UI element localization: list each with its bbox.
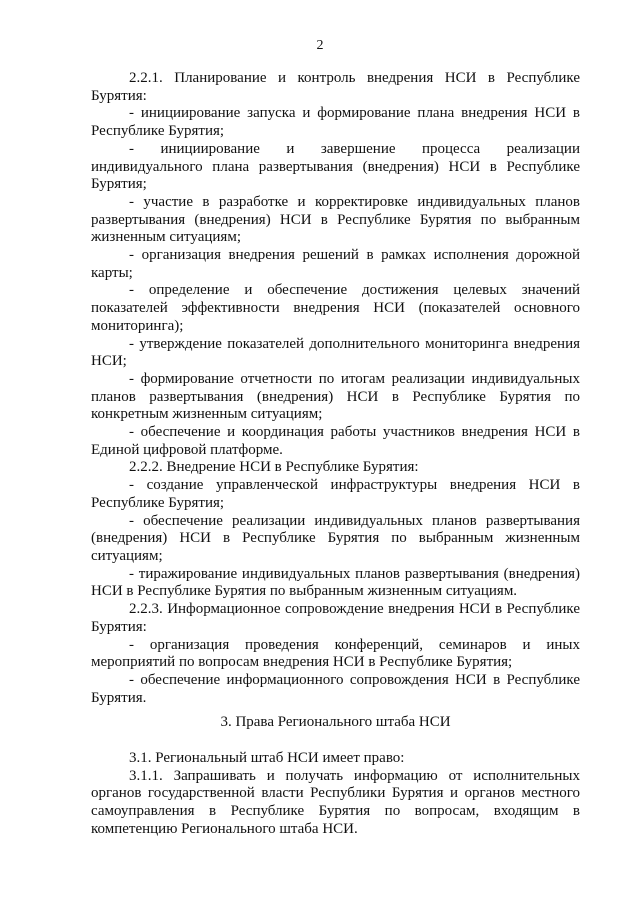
list-item: - организация проведения конференций, семинаров и иных мероприятий по вопросам внедрения НСИ в Республике Бурятия; (91, 636, 580, 671)
list-item: - обеспечение реализации индивидуальных планов развертывания (внедрения) НСИ в Республике Бурятия по выбранным жизненным ситуациям; (91, 512, 580, 564)
list-item: - тиражирование индивидуальных планов развертывания (внедрения) НСИ в Республике Бурятия по выбранным жизненным ситуациям. (91, 565, 580, 600)
section-3-heading: 3. Права Регионального штаба НСИ (220, 714, 451, 730)
section-2-content (91, 70, 580, 707)
list-item: - участие в разработке и корректировке индивидуальных планов развертывания (внедрения) НСИ в Республике Бурятия по выбранным жизненным ситуациям; (91, 193, 580, 246)
list-item: - создание управленческой инфраструктуры внедрения НСИ в Республике Бурятия; (91, 477, 580, 511)
paragraph: 3.1. Региональный штаб НСИ имеет право: (129, 750, 405, 766)
paragraph: 3.1.1. Запрашивать и получать информацию от исполнительных органов государственной власти Республики Бурятия и органов местного самоуправления в Республике Бурятия по вопросам, входящим в компетенцию Регионального штаба НСИ. (91, 767, 580, 837)
list-item: - формирование отчетности по итогам реализации индивидуальных планов развертывания (внедрения) НСИ в Республике Бурятия по конкретным жизненным ситуациям; (91, 370, 580, 423)
list-item: - инициирование запуска и формирование плана внедрения НСИ в Республике Бурятия; (91, 105, 580, 140)
paragraph: 2.2.3. Информационное сопровождение внедрения НСИ в Республике Бурятия: (91, 601, 580, 635)
list-item: - определение и обеспечение достижения целевых значений показателей эффективности внедрения НСИ (показателей основного мониторинга); (91, 282, 580, 334)
paragraph: 2.2.1. Планирование и контроль внедрения НСИ в Республике Бурятия: (91, 70, 580, 104)
list-item: - инициирование и завершение процесса реализации индивидуального плана развертывания (внедрения) НСИ в Республике Бурятия; (91, 140, 580, 193)
list-item: - утверждение показателей дополнительного мониторинга внедрения НСИ; (91, 335, 580, 370)
paragraph: 2.2.2. Внедрение НСИ в Республике Бурятия: (129, 459, 419, 476)
list-item: - обеспечение информационного сопровождения НСИ в Республике Бурятия. (91, 671, 580, 706)
section-3-content (91, 750, 580, 839)
list-item: - организация внедрения решений в рамках исполнения дорожной карты; (91, 247, 580, 281)
list-item: - обеспечение и координация работы участников внедрения НСИ в Единой цифровой платформе. (91, 424, 580, 458)
page-number: 2 (316, 38, 324, 53)
document-body (91, 70, 580, 837)
